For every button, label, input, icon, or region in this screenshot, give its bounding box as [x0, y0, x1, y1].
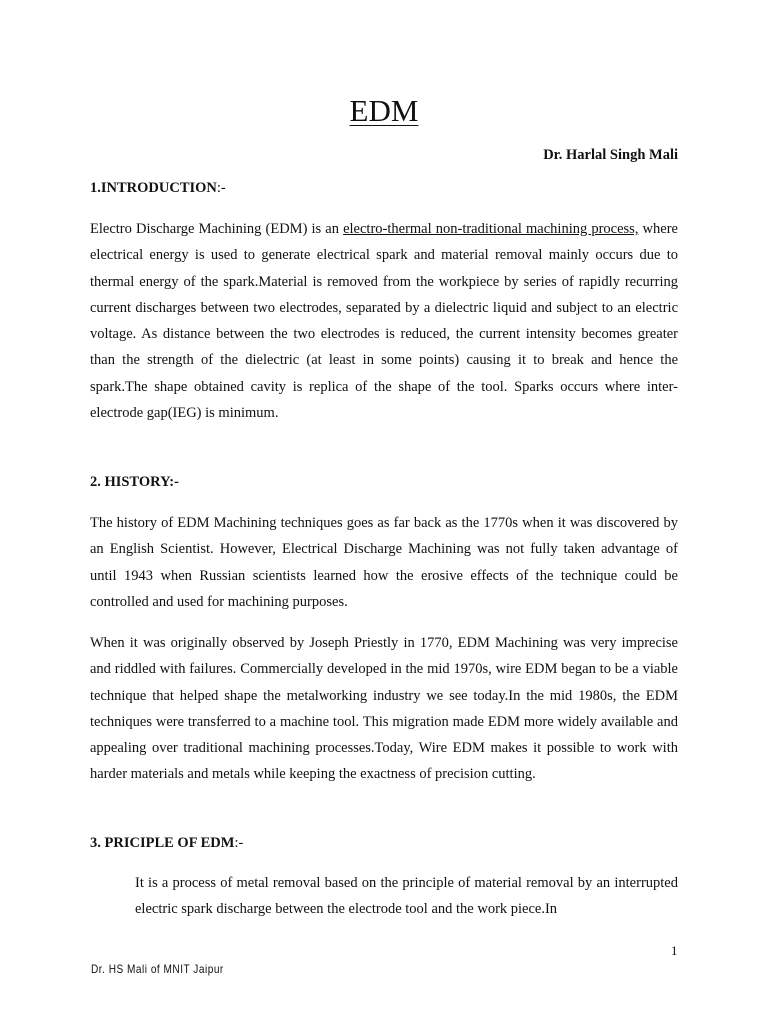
- intro-underlined-phrase: electro-thermal non-traditional machining process,: [343, 221, 639, 237]
- intro-text-rest: where electrical energy is used to generate electrical spark and material removal mainly occurs due to thermal energy of the spark.Material is removed from the workpiece by series of rapidly recurring current discharges between two electrodes, separated by a dielectric liquid and subject to an electric voltage. As distance between the two electrodes is reduced, the current intensity becomes greater than the strength of the dielectric (at least in some points) causing it to break and hence the spark.The shape obtained cavity is replica of the shape of the tool. Sparks occurs where inter-electrode gap(IEG) is minimum.: [90, 221, 678, 422]
- author-name: Dr. Harlal Singh Mali: [543, 147, 678, 163]
- heading-suffix: :-: [216, 180, 226, 196]
- heading-text: 3. PRICIPLE OF EDM: [90, 835, 235, 851]
- principle-paragraph: It is a process of metal removal based on the principle of material removal by an interrupted electric spark discharge between the electrode tool and the work piece.In: [135, 875, 678, 918]
- section-heading-principle: [90, 833, 243, 853]
- heading-text: 2. HISTORY:-: [90, 474, 179, 490]
- history-paragraph-1: The history of EDM Machining techniques goes as far back as the 1770s when it was discovered by an English Scientist. However, Electrical Discharge Machining was not fully taken advantage of until 1943 when Russian scientists learned how the erosive effects of the technique could be controlled and used for machining purposes.: [90, 515, 678, 610]
- document-title: EDM: [349, 93, 419, 128]
- section-heading-introduction: [90, 178, 226, 198]
- introduction-paragraph: [90, 216, 678, 426]
- page-number: 1: [671, 943, 678, 958]
- heading-text: 1.INTRODUCTION: [90, 180, 217, 196]
- intro-text-start: Electro Discharge Machining (EDM) is an: [90, 221, 344, 237]
- heading-suffix: :-: [234, 835, 244, 851]
- history-paragraph-2: When it was originally observed by Joseph Priestly in 1770, EDM Machining was very imprecise and riddled with failures. Commercially developed in the mid 1970s, wire EDM began to be a viable technique that helped shape the metalworking industry we see today.In the mid 1980s, the EDM techniques were transferred to a machine tool. This migration made EDM more widely available and appealing over traditional machining processes.Today, Wire EDM makes it possible to work with harder materials and metals while keeping the exactness of precision cutting.: [90, 635, 678, 783]
- section-heading-history: [90, 472, 179, 492]
- page-footer: Dr. HS Mali of MNIT Jaipur: [91, 962, 224, 976]
